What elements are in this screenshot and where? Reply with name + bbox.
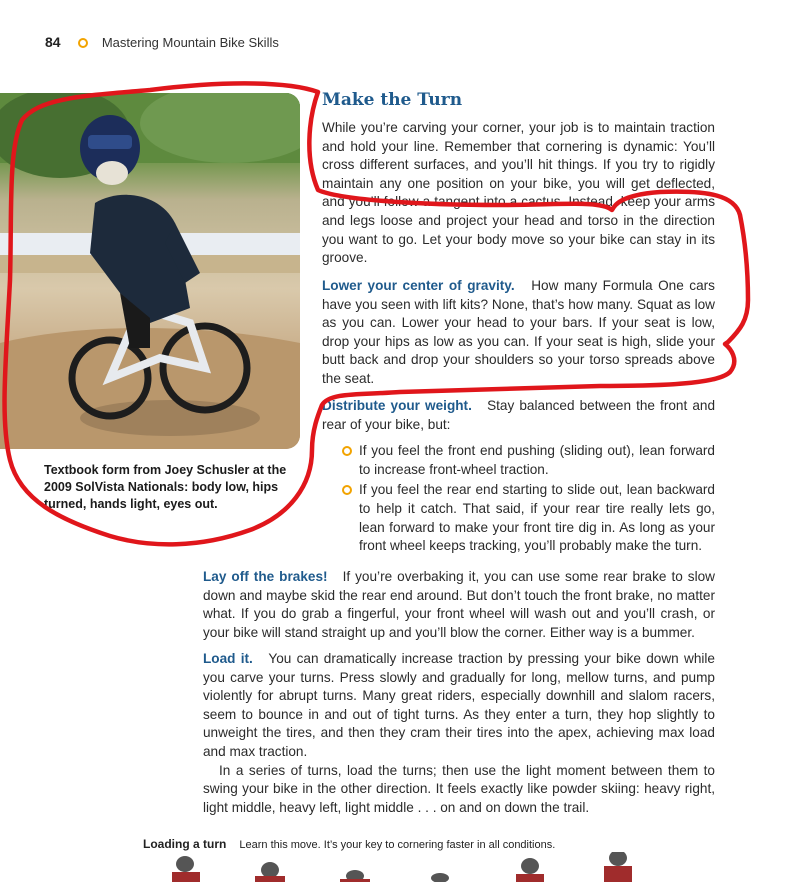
header-bullet-icon	[78, 38, 88, 48]
lower-cog-block	[322, 277, 715, 389]
bullet-icon	[342, 446, 352, 456]
section-title: Make the Turn	[322, 90, 463, 110]
list-item: If you feel the rear end starting to slide out, lean backward to help it catch. That said, if your rear tire really lets go, lean forward to make your front tire dig in. As long as your front wheel keeps tracking, you’ll probably make the turn.	[322, 481, 715, 555]
rider-frame	[604, 852, 632, 882]
lower-cog-text: How many Formula One cars have you seen with lift kits? None, that’s how many. Squat as low as you can. Lower your head to your bars. If your seat is low, drop your hips as low as you can. If your seat is high, slide your butt back and drop your shoulders so your torso spreads above the seat.	[322, 278, 715, 386]
rider-frame	[516, 858, 544, 882]
rider-frame	[431, 873, 449, 882]
distribute-block	[322, 397, 715, 558]
load-heading: Load it.	[203, 651, 253, 666]
rider-photo	[0, 93, 300, 449]
rider-frame	[255, 862, 285, 882]
lower-cog-heading: Lower your center of gravity.	[322, 278, 515, 293]
brakes-block	[203, 568, 715, 642]
distribute-paragraph	[322, 397, 715, 434]
book-title: Mastering Mountain Bike Skills	[101, 35, 279, 50]
distribute-heading: Distribute your weight.	[322, 398, 472, 413]
intro-block	[322, 119, 715, 268]
sequence-label: Loading a turn	[143, 837, 227, 851]
load-block	[203, 650, 715, 817]
brakes-text: If you’re overbaking it, you can use some rear brake to slow down and maybe skid the rear end around. But don’t touch the front brake, no matter what. If you do grab a fingerful, your front wheel will wash out and you’ll crash, or your bike will stand straight up and you’ll blow the corner. Either way is a bummer.	[203, 569, 715, 640]
rider-frame	[172, 856, 200, 882]
load-paragraph	[203, 650, 715, 762]
page-number: 84	[45, 34, 61, 50]
load-text: You can dramatically increase traction by pressing your bike down while you carve your turns. Press slowly and gradually for long, mellow turns, and pump violently for abrupt turns. Many great riders, especially downhill and slalom racers, seem to bounce in and out of tight turns. As they enter a turn, they hop slightly to unweight the tires, and then they cram their tires into the apex, achieving max load and max traction.	[203, 651, 715, 759]
list-item: If you feel the front end pushing (sliding out), lean forward to increase front-wheel traction.	[322, 442, 715, 479]
bullet-icon	[342, 485, 352, 495]
lower-cog-paragraph	[322, 277, 715, 389]
sequence-description: Learn this move. It’s your key to cornering faster in all conditions.	[239, 839, 556, 851]
running-header	[45, 34, 279, 50]
rider-frame	[340, 870, 370, 882]
load-paragraph-2: In a series of turns, load the turns; then use the light moment between them to swing your bike in the other direction. It feels exactly like powder skiing: heavy right, light middle, heavy left, light middle . . . on and on down the trail.	[203, 762, 715, 815]
brakes-paragraph	[203, 568, 715, 642]
distribute-text: Stay balanced between the front and rear of your bike, but:	[322, 398, 715, 432]
sequence-photo-strip	[160, 852, 660, 882]
sequence-caption	[143, 837, 555, 851]
intro-paragraph: While you’re carving your corner, your job is to maintain traction and hold your line. Remember that cornering is dynamic: You’ll cross different surfaces, and you’ll hit things. If you try to rigidly maintain any one position on your bike, you will get deflected, and you’ll follow a tangent into a cactus. Instead, keep your arms and legs loose and project your head and torso in the direction you want to go. Let your body move so your bike can stay in its groove.	[322, 120, 715, 266]
brakes-heading: Lay off the brakes!	[203, 569, 328, 584]
photo-caption: Textbook form from Joey Schusler at the 2009 SolVista Nationals: body low, hips turned, hands light, eyes out.	[44, 463, 287, 511]
weight-bullet-list	[322, 442, 715, 556]
